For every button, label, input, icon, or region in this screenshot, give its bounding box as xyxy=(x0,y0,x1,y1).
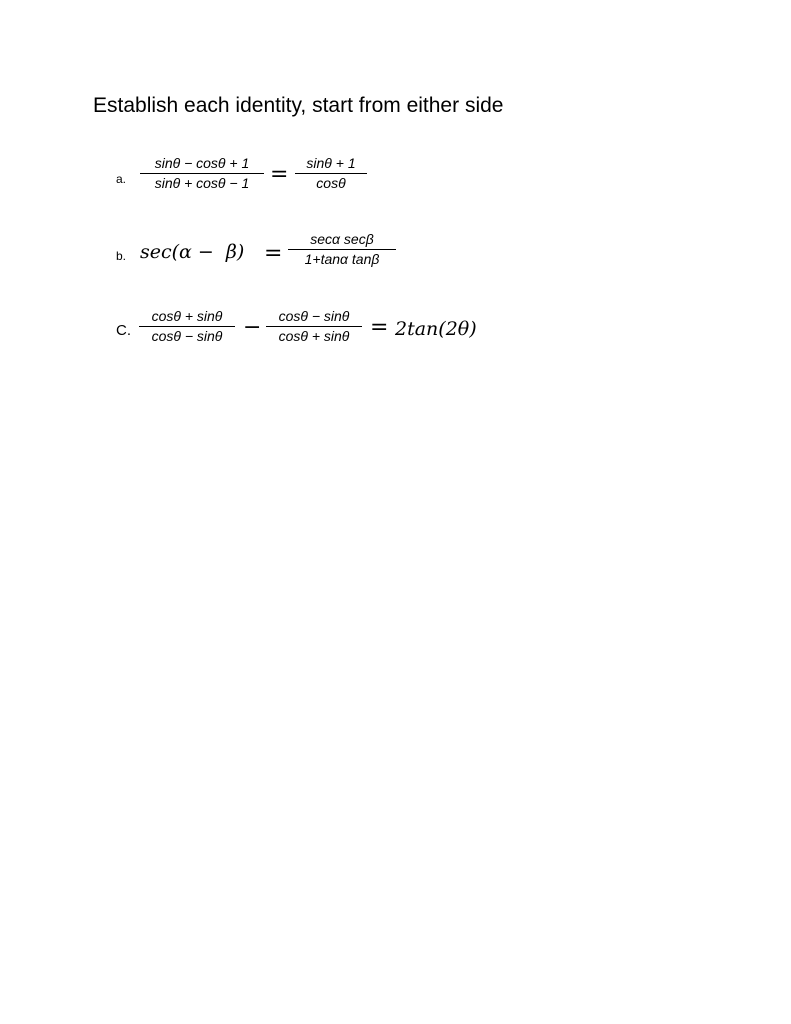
lhs-denominator-a: sinθ + cosθ − 1 xyxy=(154,175,250,191)
identity-b xyxy=(0,226,791,286)
equals-sign-c: = xyxy=(370,315,389,340)
minus-sign-c: − xyxy=(243,315,262,340)
fraction-bar xyxy=(139,326,235,327)
fraction-bar xyxy=(266,326,362,327)
page-title: Establish each identity, start from either side xyxy=(93,94,504,117)
identity-a xyxy=(0,150,791,210)
term2-numerator-c: cosθ − sinθ xyxy=(278,308,350,324)
problem-label-c: C. xyxy=(116,322,131,339)
term1-numerator-c: cosθ + sinθ xyxy=(151,308,223,324)
lhs-numerator-a: sinθ − cosθ + 1 xyxy=(154,155,250,171)
problem-label-a: a. xyxy=(116,172,127,186)
term2-denominator-c: cosθ + sinθ xyxy=(278,328,350,344)
identity-c xyxy=(0,303,791,363)
rhs-fraction-a xyxy=(295,155,367,192)
lhs-fraction-a xyxy=(140,155,264,192)
term1-fraction-c xyxy=(139,308,235,345)
rhs-denominator-b: 1+tanα tanβ xyxy=(304,251,380,267)
rhs-numerator-a: sinθ + 1 xyxy=(306,155,356,171)
rhs-expression-c: 2tan(2θ) xyxy=(395,318,477,340)
fraction-bar xyxy=(140,173,264,174)
fraction-bar xyxy=(295,173,367,174)
lhs-expression-b: sec(α − β) xyxy=(140,241,245,263)
fraction-bar xyxy=(288,249,396,250)
problem-label-b: b. xyxy=(116,249,127,263)
rhs-numerator-b: secα secβ xyxy=(310,231,374,247)
rhs-fraction-b xyxy=(288,231,396,268)
term1-denominator-c: cosθ − sinθ xyxy=(151,328,223,344)
rhs-denominator-a: cosθ xyxy=(316,175,346,191)
equals-sign-a: = xyxy=(270,162,289,187)
term2-fraction-c xyxy=(266,308,362,345)
equals-sign-b: = xyxy=(264,241,283,266)
